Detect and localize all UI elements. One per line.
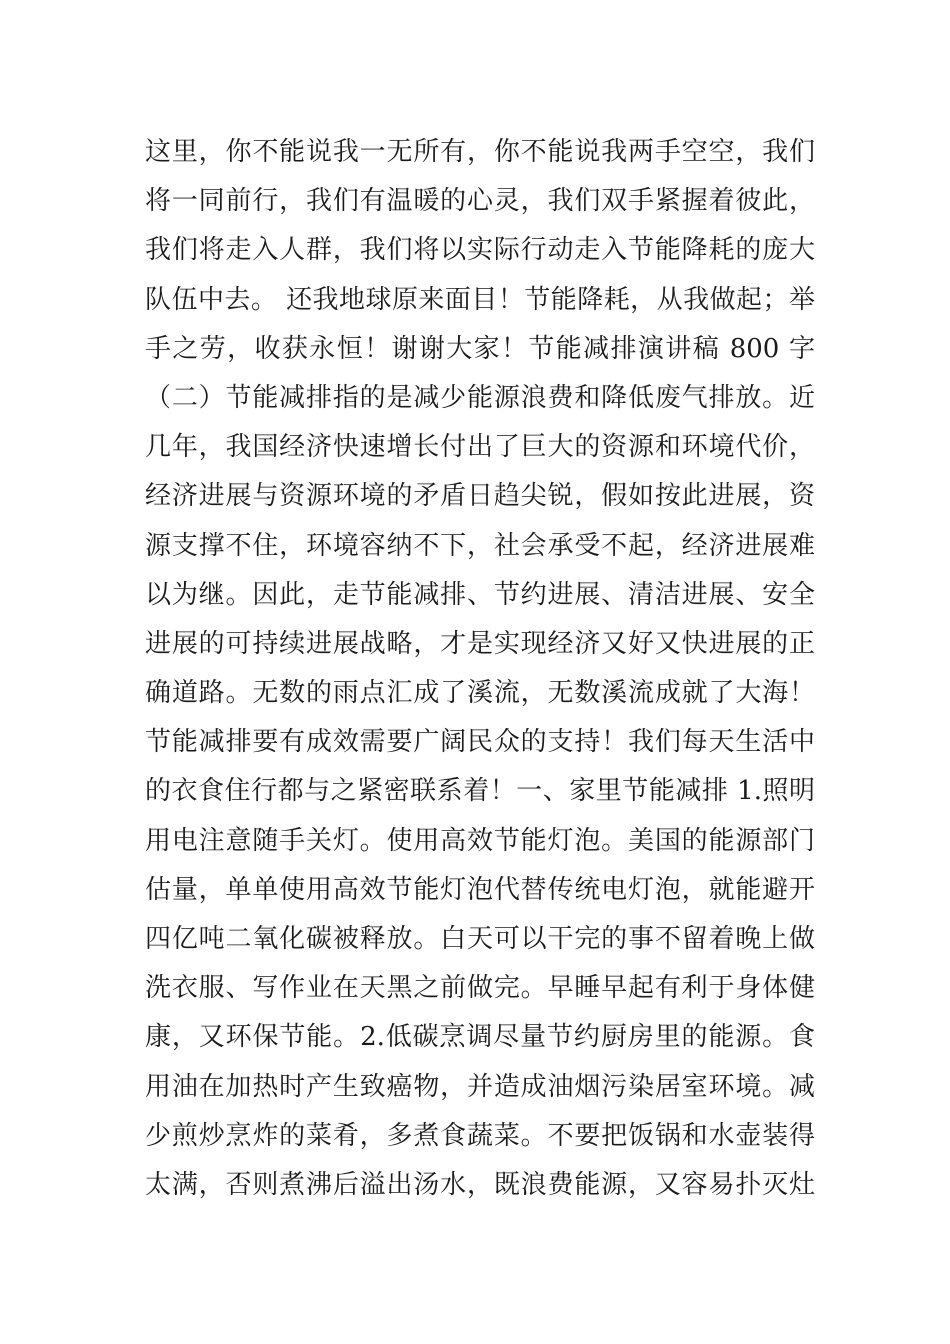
text-line: 洗衣服、写作业在天黑之前做完。早睡早起有利于身体健 <box>145 973 815 1004</box>
text-line: 源支撑不住，环境容纳不下，社会承受不起，经济进展难 <box>145 530 815 561</box>
text-line: 我们将走入人群，我们将以实际行动走入节能降耗的庞大 <box>145 235 815 266</box>
text-line: 的衣食住行都与之紧密联系着！一、家里节能减排 1.照明 <box>145 776 815 807</box>
text-line: 几年，我国经济快速增长付出了巨大的资源和环境代价， <box>145 432 815 463</box>
text-line: 康，又环保节能。2.低碳烹调尽量节约厨房里的能源。食 <box>145 1022 815 1053</box>
body-text <box>145 128 815 1210</box>
text-line: 以为继。因此，走节能减排、节约进展、清洁进展、安全 <box>145 579 815 610</box>
text-line: 节能减排要有成效需要广阔民众的支持！我们每天生活中 <box>145 727 815 758</box>
text-line: 队伍中去。 还我地球原来面目！节能降耗，从我做起；举 <box>145 284 815 315</box>
text-line: 少煎炒烹炸的菜肴，多煮食蔬菜。不要把饭锅和水壶装得 <box>145 1120 815 1151</box>
text-line: 用油在加热时产生致癌物，并造成油烟污染居室环境。减 <box>145 1071 815 1102</box>
text-line: 用电注意随手关灯。使用高效节能灯泡。美国的能源部门 <box>145 825 815 856</box>
text-line: （二）节能减排指的是减少能源浪费和降低废气排放。近 <box>145 382 815 413</box>
text-line: 四亿吨二氧化碳被释放。白天可以干完的事不留着晚上做 <box>145 924 815 954</box>
text-line: 手之劳，收获永恒！谢谢大家！节能减排演讲稿 800 字 <box>145 333 815 364</box>
text-line: 将一同前行，我们有温暖的心灵，我们双手紧握着彼此， <box>145 186 815 217</box>
text-line: 这里，你不能说我一无所有，你不能说我两手空空，我们 <box>145 137 815 167</box>
text-line: 太满，否则煮沸后溢出汤水，既浪费能源，又容易扑灭灶 <box>145 1169 815 1200</box>
text-line: 经济进展与资源环境的矛盾日趋尖锐，假如按此进展，资 <box>145 481 815 512</box>
text-line: 估量，单单使用高效节能灯泡代替传统电灯泡，就能避开 <box>145 874 815 905</box>
text-line: 进展的可持续进展战略，才是实现经济又好又快进展的正 <box>145 628 815 659</box>
text-line: 确道路。无数的雨点汇成了溪流，无数溪流成就了大海！ <box>145 678 815 709</box>
